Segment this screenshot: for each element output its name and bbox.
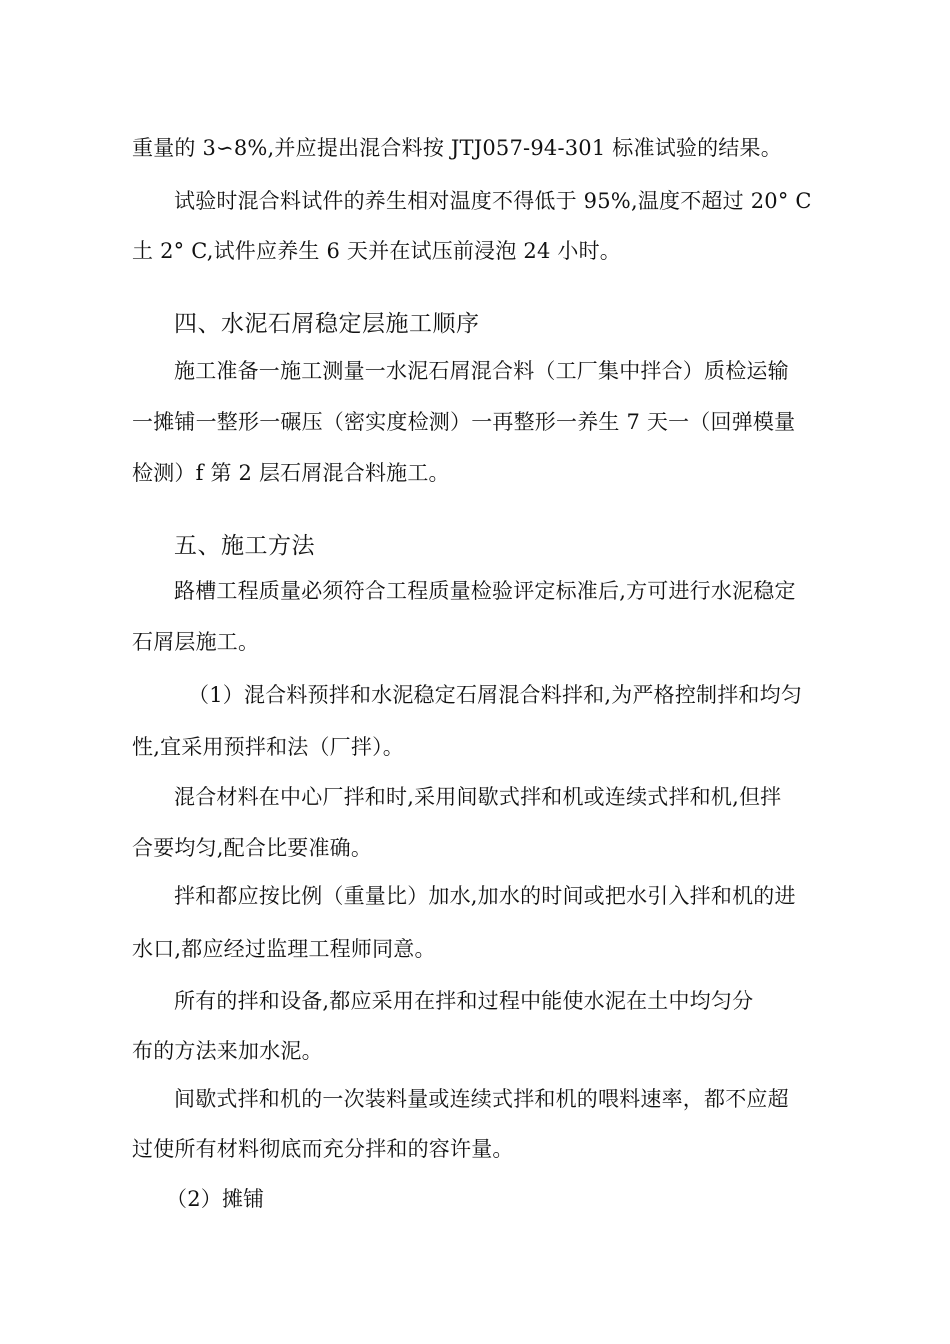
paragraph-line: 布的方法来加水泥。 bbox=[132, 1039, 323, 1063]
section-heading: 四、水泥石屑稳定层施工顺序 bbox=[174, 311, 480, 337]
paragraph-line: 过使所有材料彻底而充分拌和的容许量。 bbox=[132, 1137, 514, 1161]
paragraph-line: 路槽工程质量必须符合工程质量检验评定标准后,方可进行水泥稳定 bbox=[174, 579, 796, 603]
paragraph-line: 重量的 3∽8%,并应提出混合料按 JTJ057-94-301 标准试验的结果。 bbox=[132, 136, 782, 160]
paragraph-line: 性,宜采用预拌和法（厂拌）。 bbox=[132, 735, 404, 759]
paragraph-line: 拌和都应按比例（重量比）加水,加水的时间或把水引入拌和机的进 bbox=[174, 884, 796, 908]
paragraph-line: 一摊铺一整形一碾压（密实度检测）一再整形一养生 7 天一（回弹模量 bbox=[132, 410, 796, 434]
paragraph-line: 石屑层施工。 bbox=[132, 630, 260, 654]
paragraph-line: 检测）f 第 2 层石屑混合料施工。 bbox=[132, 461, 450, 485]
section-heading: 五、施工方法 bbox=[174, 533, 315, 559]
paragraph-line: 水口,都应经过监理工程师同意。 bbox=[132, 937, 436, 961]
paragraph-line: 试验时混合料试件的养生相对温度不得低于 95%,温度不超过 20° C bbox=[174, 189, 812, 213]
paragraph-line: 土 2° C,试件应养生 6 天并在试压前浸泡 24 小时。 bbox=[132, 239, 621, 263]
paragraph-line: （1）混合料预拌和水泥稳定石屑混合料拌和,为严格控制拌和均匀 bbox=[188, 683, 803, 707]
paragraph-line: 施工准备一施工测量一水泥石屑混合料（工厂集中拌合）质检运输 bbox=[174, 359, 789, 383]
paragraph-line: （2）摊铺 bbox=[166, 1187, 265, 1211]
paragraph-line: 间歇式拌和机的一次装料量或连续式拌和机的喂料速率，都不应超 bbox=[174, 1087, 789, 1111]
paragraph-line: 合要均匀,配合比要准确。 bbox=[132, 836, 373, 860]
paragraph-line: 所有的拌和设备,都应采用在拌和过程中能使水泥在土中均匀分 bbox=[174, 989, 754, 1013]
paragraph-line: 混合材料在中心厂拌和时,采用间歇式拌和机或连续式拌和机,但拌 bbox=[174, 785, 782, 809]
